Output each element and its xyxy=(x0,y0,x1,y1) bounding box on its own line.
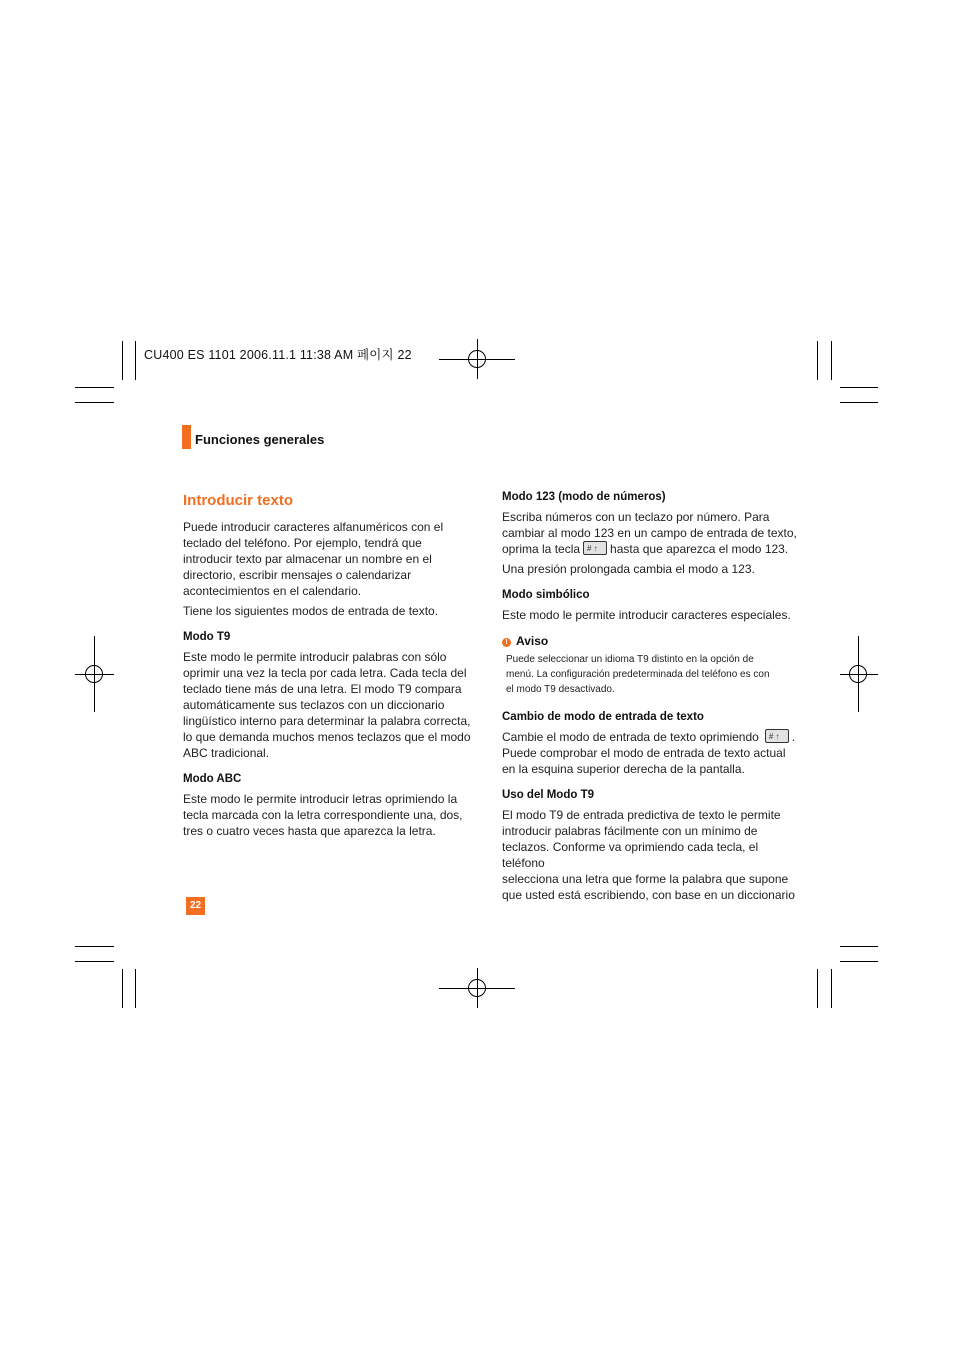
section-accent-bar xyxy=(182,425,191,449)
t9-usage-paragraph: El modo T9 de entrada predictiva de texto le permite introducir palabras fácilmente con un mínimo de teclazos. Conforme va oprimiendo cada tecla, el teléfono selecciona una letra que forme la palabra que supone que usted está escribiendo, con base en un diccionario xyxy=(502,808,795,902)
page-heading: Introducir texto xyxy=(183,492,294,509)
hash-key-icon xyxy=(765,729,789,743)
notice-text: Puede seleccionar un idioma T9 distinto en la opción de menú. La configuración predeterminada del teléfono es con el modo T9 desactivado. xyxy=(506,654,770,695)
intro-paragraph: Puede introducir caracteres alfanuméricos con el teclado del teléfono. Por ejemplo, tendrá que introducir texto par almacenar un nombre en el directorio, escribir mensajes o calendarizar acontecimientos en el calendario. xyxy=(183,520,444,598)
section-title: Funciones generales xyxy=(195,432,325,447)
symbol-mode-title: Modo simbólico xyxy=(502,589,590,601)
modes-intro: Tiene los siguientes modos de entrada de texto. xyxy=(183,604,439,618)
warning-icon: ! xyxy=(502,638,511,647)
abc-mode-paragraph: Este modo le permite introducir letras oprimiendo la tecla marcada con la letra correspondiente una, dos, tres o cuatro veces hasta que aparezca la letra. xyxy=(183,792,463,838)
print-slug: CU400 ES 1101 2006.11.1 11:38 AM 페이지 22 xyxy=(144,348,412,362)
left-column xyxy=(183,492,473,839)
t9-usage-title: Uso del Modo T9 xyxy=(502,789,594,801)
notice-title: ! Aviso xyxy=(502,634,802,648)
mode-123-long-press: Una presión prolongada cambia el modo a 123. xyxy=(502,562,755,576)
symbol-mode-text: Este modo le permite introducir caracteres especiales. xyxy=(502,608,791,622)
abc-mode-title: Modo ABC xyxy=(183,773,242,785)
t9-mode-title: Modo T9 xyxy=(183,631,231,643)
page-number: 22 xyxy=(186,897,205,915)
right-column xyxy=(502,491,802,903)
change-mode-paragraph: Cambie el modo de entrada de texto oprimiendo# ↑ . Puede comprobar el modo de entrada de texto actual en la esquina superior derecha de la pantalla. xyxy=(502,729,802,777)
t9-mode-paragraph: Este modo le permite introducir palabras con sólo oprimir una vez la tecla por cada letra. Cada tecla del teclado tiene más de una letra. El modo T9 compara automáticamente sus teclazos con un diccionario lingüístico interno para determinar la palabra correcta, lo que demanda muchos menos teclazos que el modo ABC tradicional. xyxy=(183,650,471,760)
change-mode-title: Cambio de modo de entrada de texto xyxy=(502,711,704,723)
hash-key-icon xyxy=(583,541,607,555)
mode-123-paragraph: Escriba números con un teclazo por número. Para cambiar al modo 123 en un campo de entrada de texto, oprima la tecla# ↑ hasta que aparezca el modo 123. xyxy=(502,509,802,557)
mode-123-title: Modo 123 (modo de números) xyxy=(502,491,666,503)
